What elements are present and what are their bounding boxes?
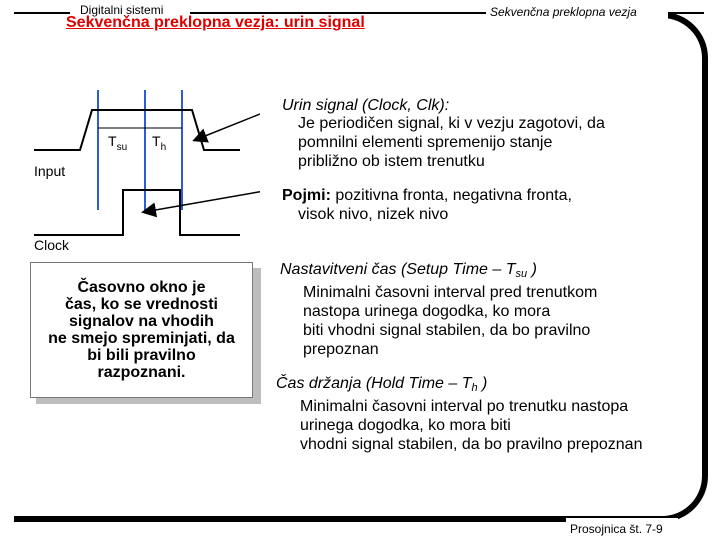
frame-right-corner	[650, 12, 708, 522]
arrow-to-input	[195, 110, 260, 140]
timing-window-note	[30, 262, 253, 398]
note-text: Časovno okno je čas, ko se vrednosti signalov na vhodih ne smejo spreminjati, da bi bili pravilno razpoznani.	[48, 279, 235, 381]
timing-diagram	[20, 90, 260, 260]
setup-body: Minimalni časovni interval pred trenutkom nastopa urinega dogodka, ko mora biti vhodni signal stabilen, da bo pravilno prepoznan	[303, 284, 598, 358]
terms-heading: Pojmi:	[282, 187, 331, 204]
clock-heading: Urin signal (Clock, Clk):	[282, 97, 450, 114]
course-label: Digitalni sistemi	[80, 3, 164, 17]
terms-body-first: pozitivna fronta, negativna fronta,	[330, 187, 572, 204]
arrow-to-clock	[144, 190, 260, 212]
slide-number: Prosojnica št. 7-9	[570, 522, 663, 536]
terms-line	[282, 186, 572, 205]
terms-body-second: visok nivo, nizek nivo	[298, 206, 449, 223]
clock-label: Clock	[34, 237, 70, 253]
clock-waveform	[34, 190, 240, 235]
slide-title: Sekvenčna preklopna vezja: urin signal	[66, 14, 365, 31]
clock-body: Je periodičen signal, ki v vezju zagotovi, da pomnilni elementi spremenijo stanje približno ob istem trenutku	[298, 115, 605, 170]
th-label: $T_h$	[152, 133, 167, 153]
chapter-label: Sekvenčna preklopna vezja	[490, 5, 637, 19]
tsu-label: $T_{su}$	[108, 133, 128, 153]
setup-heading: Nastavitveni čas (Setup Time – $T_{su}$ )	[280, 261, 537, 280]
input-label: Input	[34, 163, 66, 179]
hold-body: Minimalni časovni interval po trenutku nastopa urinega dogodka, ko mora biti vhodni signal stabilen, da bo pravilno prepoznan	[300, 398, 643, 453]
hold-heading: Čas držanja (Hold Time – $T_h$ )	[276, 375, 488, 394]
input-waveform	[34, 110, 240, 150]
